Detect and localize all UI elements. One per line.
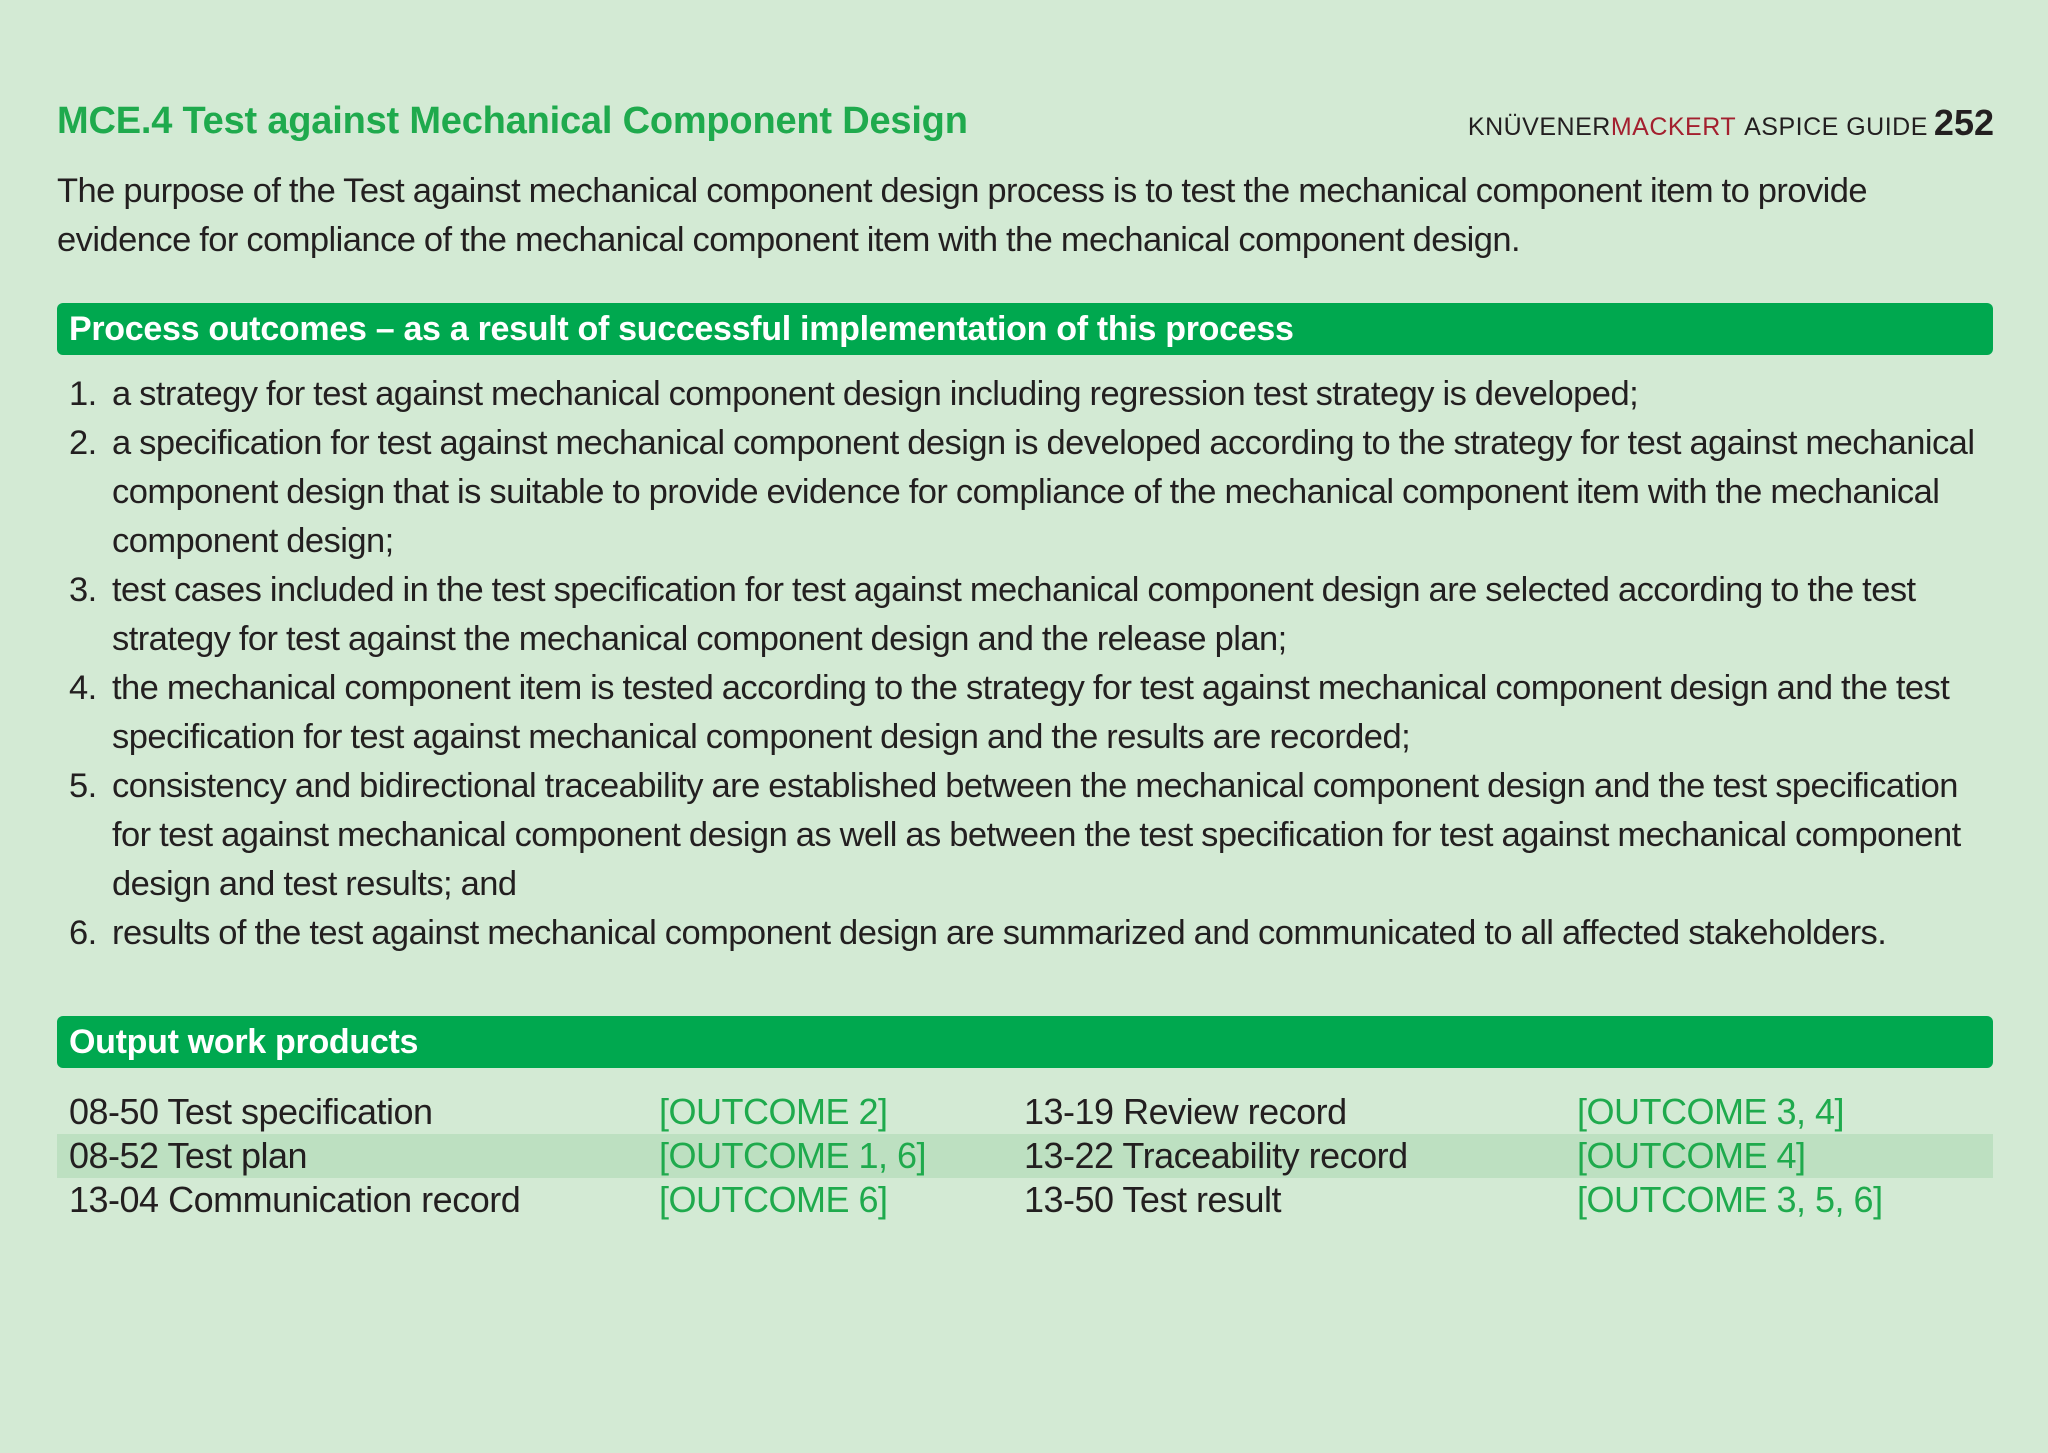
work-product-outcome: [OUTCOME 2] xyxy=(659,1091,888,1132)
work-product-outcome: [OUTCOME 4] xyxy=(1577,1135,1806,1176)
work-product-outcome: [OUTCOME 1, 6] xyxy=(659,1135,927,1176)
work-product-outcome: [OUTCOME 3, 4] xyxy=(1577,1091,1845,1132)
work-product-name: 13-22 Traceability record xyxy=(1024,1135,1408,1176)
outcome-text: test cases included in the test specification for test against mechanical component design are selected according to the test strategy for test against the mechanical component design and the release plan; xyxy=(112,571,1916,658)
outcome-text: a specification for test against mechanical component design is developed according to the strategy for test against mechanical component design that is suitable to provide evidence for compliance of the mechanical component item with the mechanical component design; xyxy=(112,424,1975,560)
outcome-text: a strategy for test against mechanical component design including regression test strategy is developed; xyxy=(112,375,1639,413)
outcome-number: 1. xyxy=(69,375,97,413)
work-product-name: 08-52 Test plan xyxy=(69,1135,308,1176)
work-product-outcome: [OUTCOME 6] xyxy=(659,1179,888,1220)
outputs-heading-bar: Output work products xyxy=(57,1016,1993,1068)
outcome-item xyxy=(57,419,1987,566)
outcome-text: consistency and bidirectional traceability are established between the mechanical component design and the test specification for test against mechanical component design as well as between the test specification for test against mechanical component design and test results; and xyxy=(112,767,1961,903)
outcome-item xyxy=(57,370,1987,419)
brand-name-part1: KNÜVENER xyxy=(1467,113,1611,141)
outcomes-heading-bar: Process outcomes – as a result of successful implementation of this process xyxy=(57,303,1993,355)
brand-guide-label: ASPICE GUIDE xyxy=(1744,113,1928,141)
outcome-item xyxy=(57,664,1987,762)
brand-name-part2: MACKERT xyxy=(1610,113,1737,141)
work-product-name: 08-50 Test specification xyxy=(69,1091,433,1132)
purpose-text: The purpose of the Test against mechanical component design process is to test the mechanical component item to provide evidence for compliance of the mechanical component item with the mechanical component design. xyxy=(57,172,1868,259)
work-product-row xyxy=(57,1134,1993,1178)
outcome-number: 5. xyxy=(69,767,97,805)
page-number: 252 xyxy=(1933,102,1994,143)
work-product-outcome: [OUTCOME 3, 5, 6] xyxy=(1577,1179,1883,1220)
outcome-text: results of the test against mechanical component design are summarized and communicated to all affected stakeholders. xyxy=(112,914,1887,952)
outcome-number: 4. xyxy=(69,669,97,707)
work-product-name: 13-50 Test result xyxy=(1024,1179,1281,1220)
work-product-name: 13-19 Review record xyxy=(1024,1091,1347,1132)
work-product-name: 13-04 Communication record xyxy=(69,1179,521,1220)
page-title: MCE.4 Test against Mechanical Component Design xyxy=(57,100,968,142)
outcomes-list xyxy=(57,370,1987,958)
outcome-number: 6. xyxy=(69,914,97,952)
outcome-item xyxy=(57,566,1987,664)
work-product-row xyxy=(57,1178,1993,1222)
work-products-table xyxy=(57,1090,1993,1222)
outcome-number: 3. xyxy=(69,571,97,609)
brand-header xyxy=(1468,102,1994,144)
outcome-item xyxy=(57,909,1987,958)
work-product-row xyxy=(57,1090,1993,1134)
outcome-item xyxy=(57,762,1987,909)
outcome-number: 2. xyxy=(69,424,97,462)
outcome-text: the mechanical component item is tested according to the strategy for test against mechanical component design and the test specification for test against mechanical component design and the results are recorded; xyxy=(112,669,1950,756)
